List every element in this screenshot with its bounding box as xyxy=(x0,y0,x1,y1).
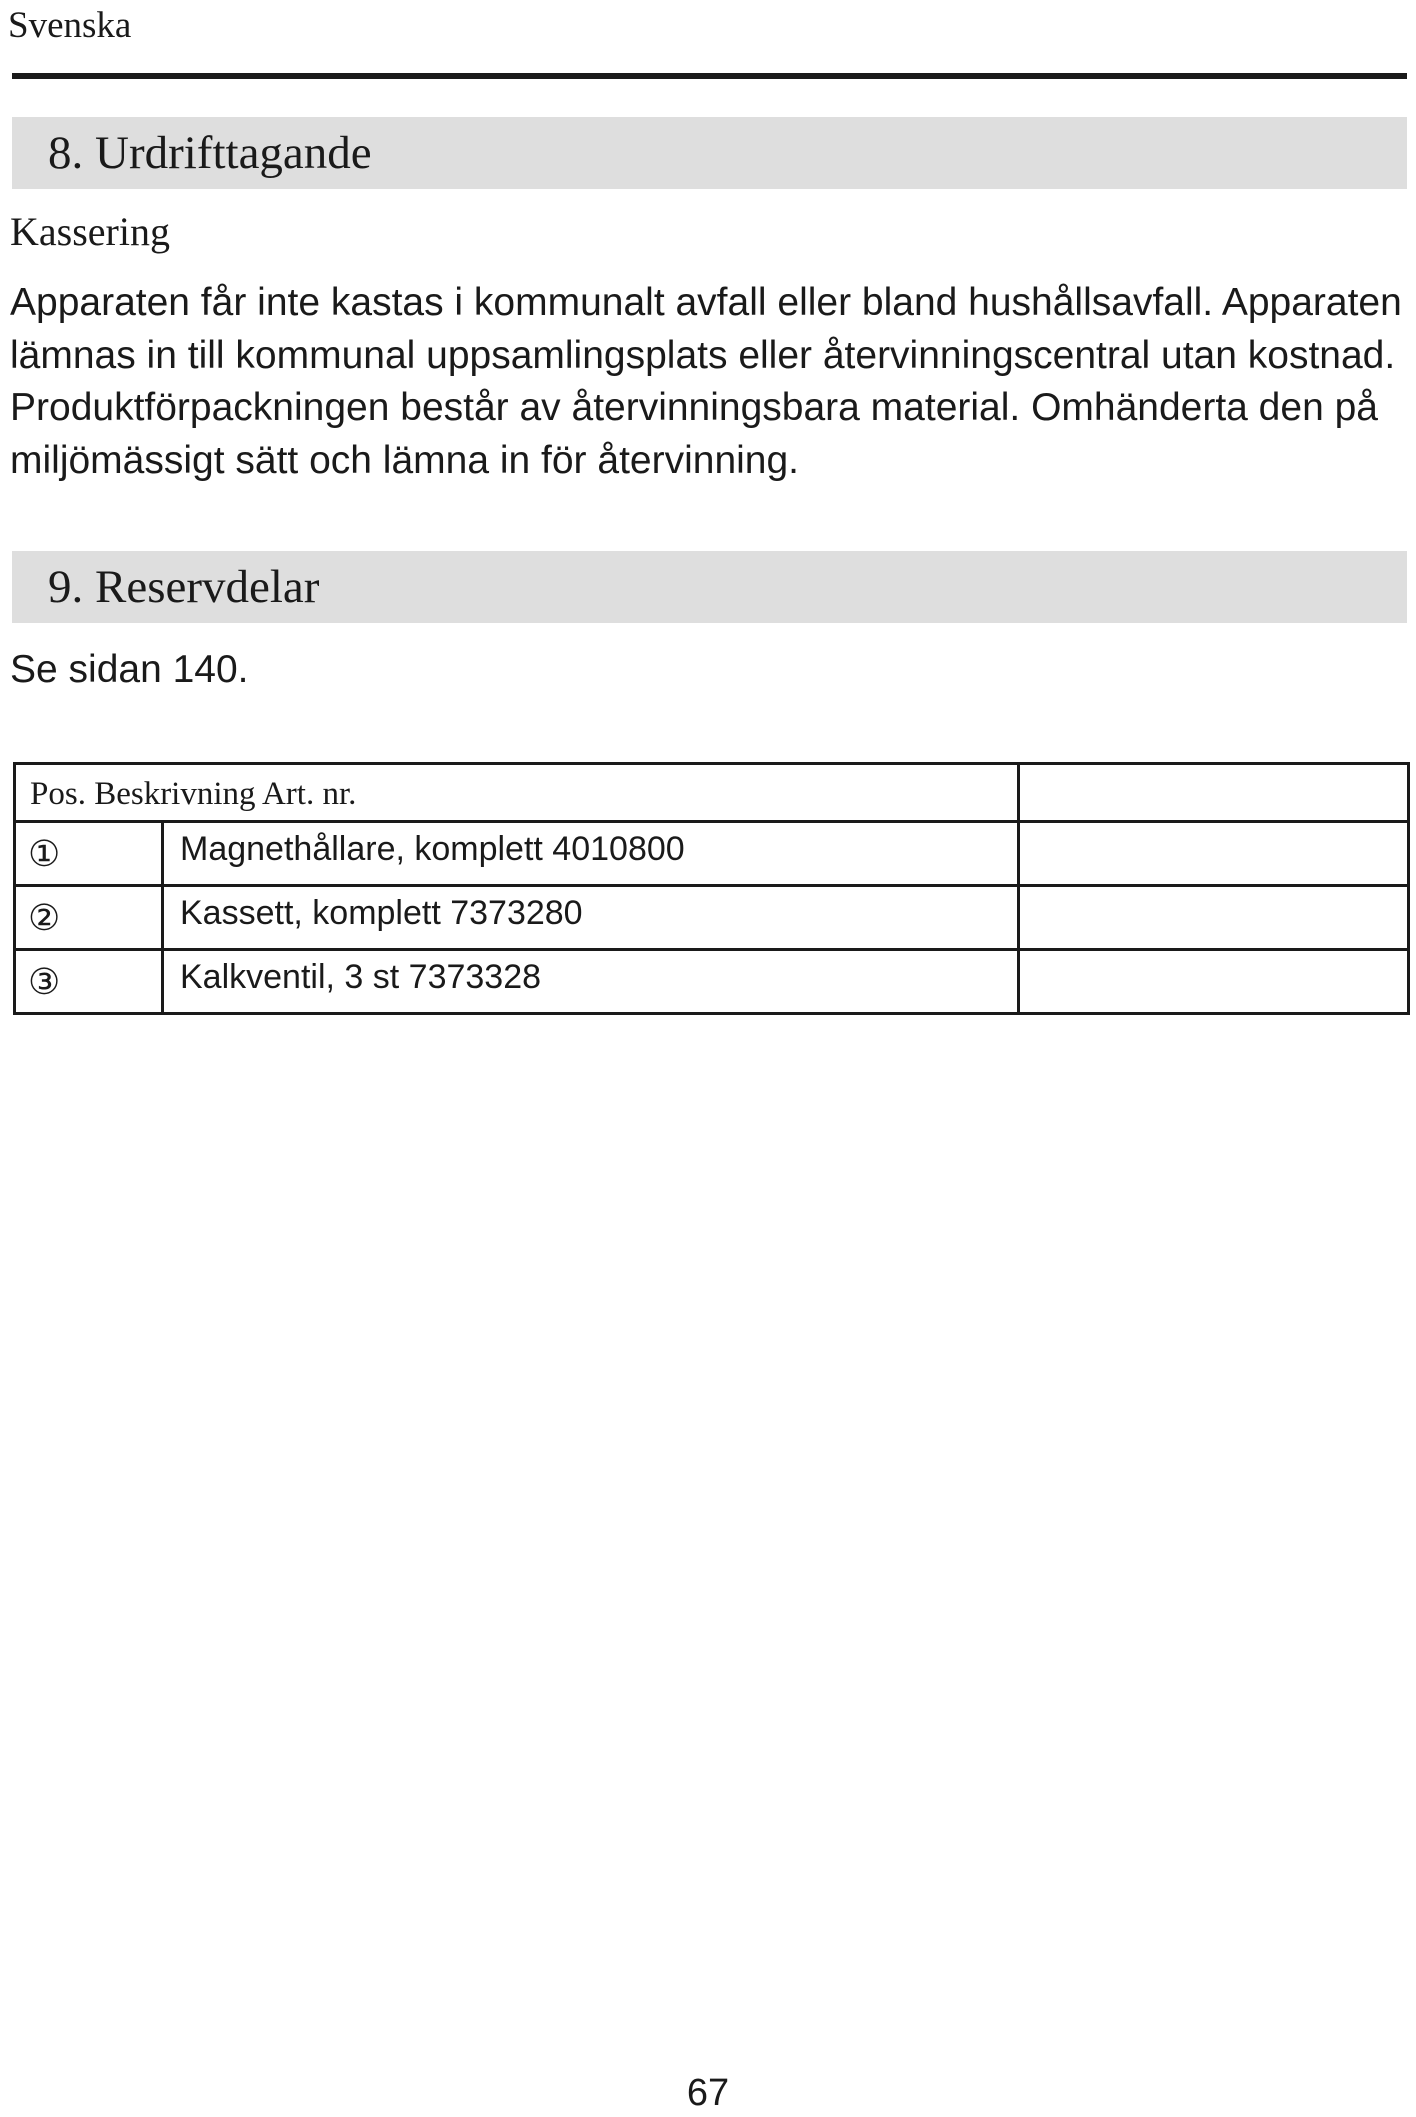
position-number: ② xyxy=(28,897,61,938)
page-reference: Se sidan 140. xyxy=(10,648,249,691)
table-row xyxy=(15,886,1409,950)
page-number: 67 xyxy=(686,2072,730,2114)
section-9-header xyxy=(12,551,1407,623)
part-description: Kassett, komplett 7373280 xyxy=(180,894,583,932)
part-description: Magnethållare, komplett 4010800 xyxy=(180,830,685,868)
empty-cell xyxy=(1019,822,1409,886)
description-cell xyxy=(163,886,1019,950)
disposal-text: Apparaten får inte kastas i kommunalt avfall eller bland hushållsavfall. Apparaten lämnas in till kommunal uppsamlingsplats eller återvinningscentral utan kostnad. Produktförpackningen består av återvinningsbara material. Omhänderta den på miljömässigt sätt och lämna in för återvinning. xyxy=(10,281,1402,482)
position-cell xyxy=(15,950,163,1014)
table-header-cell xyxy=(15,764,1019,822)
position-cell xyxy=(15,886,163,950)
empty-cell xyxy=(1019,886,1409,950)
spare-parts-table xyxy=(13,762,1410,1015)
table-header-row xyxy=(15,764,1409,822)
section-9-title: 9. Reservdelar xyxy=(48,561,320,613)
position-number: ③ xyxy=(28,961,61,1002)
table-header-empty-cell xyxy=(1019,764,1409,822)
part-description: Kalkventil, 3 st 7373328 xyxy=(180,958,542,996)
empty-cell xyxy=(1019,950,1409,1014)
section-8-title: 8. Urdrifttagande xyxy=(48,127,372,179)
language-label: Svenska xyxy=(8,5,132,46)
header-divider xyxy=(12,73,1407,79)
table-row xyxy=(15,822,1409,886)
description-cell xyxy=(163,822,1019,886)
section-8-header xyxy=(12,117,1407,189)
position-cell xyxy=(15,822,163,886)
disposal-subheading: Kassering xyxy=(10,209,170,254)
position-number: ① xyxy=(28,833,61,874)
table-row xyxy=(15,950,1409,1014)
table-header-label: Pos. Beskrivning Art. nr. xyxy=(30,776,357,812)
description-cell xyxy=(163,950,1019,1014)
